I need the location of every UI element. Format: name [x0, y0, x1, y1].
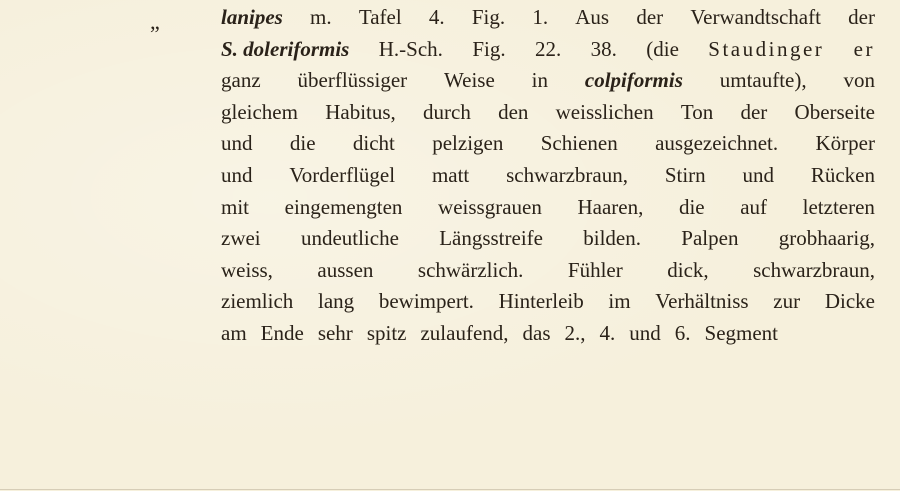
word: am [221, 320, 247, 345]
word: Ton [680, 99, 714, 124]
word: bewimpert. [378, 289, 474, 314]
word: Oberseite [794, 99, 875, 124]
word: in [531, 68, 549, 93]
word: von [843, 68, 875, 93]
word: Stirn [664, 162, 706, 187]
text-line [221, 128, 875, 160]
word: Haaren, [577, 194, 644, 219]
word: pelzigen [432, 131, 504, 156]
word: Ende [260, 320, 304, 345]
text-line [221, 34, 875, 66]
word: S. doleriformis [221, 36, 350, 61]
word: schwarzbraun, [506, 162, 628, 187]
word: weissgrauen [438, 194, 542, 219]
word: Aus [575, 5, 610, 29]
text-line [221, 65, 875, 97]
word: er [853, 36, 875, 61]
word: der [740, 99, 768, 124]
word: Schienen [540, 131, 618, 156]
word: Verwandtschaft [690, 5, 821, 29]
word: 38. [590, 36, 617, 61]
word: Körper [815, 131, 875, 156]
word: undeutliche [300, 226, 399, 251]
word: 2., [564, 320, 586, 345]
word: lang [318, 289, 355, 314]
word: (die [646, 36, 679, 61]
word: Rücken [810, 162, 875, 187]
word: 4. [428, 5, 445, 29]
word: und [629, 320, 661, 345]
text-line [221, 255, 875, 287]
word: lanipes [221, 5, 283, 29]
word: Dicke [824, 289, 875, 314]
word: dick, [667, 257, 709, 282]
word: den [498, 99, 529, 124]
word: 6. [674, 320, 691, 345]
word: weisslichen [555, 99, 654, 124]
word: Tafel [358, 5, 402, 29]
word: Staudinger [708, 36, 825, 61]
page-edge-line [0, 489, 900, 490]
word: ganz [221, 68, 261, 93]
word: im [608, 289, 631, 314]
word: überflüssiger [297, 68, 408, 93]
word: mit [221, 194, 250, 219]
word: spitz [366, 320, 407, 345]
word: matt [431, 162, 470, 187]
word: dicht [352, 131, 395, 156]
body-paragraph [221, 2, 875, 350]
text-line [221, 223, 875, 255]
word: Segment [704, 320, 779, 345]
word: Verhältniss [655, 289, 749, 314]
word: Habitus, [325, 99, 396, 124]
word: Hinterleib [498, 289, 584, 314]
word: Fühler [567, 257, 623, 282]
word: und [221, 131, 253, 156]
word: durch [423, 99, 471, 124]
word: Fig. [472, 36, 506, 61]
word: 4. [599, 320, 616, 345]
word: und [221, 162, 253, 187]
word: gleichem [221, 99, 298, 124]
word: ziemlich [221, 289, 294, 314]
word: 1. [532, 5, 549, 29]
word: und [742, 162, 774, 187]
word: ausgezeichnet. [655, 131, 779, 156]
word: zulaufend, [420, 320, 509, 345]
word: aussen [317, 257, 374, 282]
word: sehr [317, 320, 353, 345]
text-line [221, 318, 875, 350]
word: letzteren [802, 194, 875, 219]
word: der [848, 5, 875, 29]
quotation-mark: „ [150, 9, 160, 34]
word: zur [773, 289, 801, 314]
word: bilden. [583, 226, 642, 251]
word: der [636, 5, 664, 29]
text-line [221, 97, 875, 129]
word: umtaufte), [719, 68, 807, 93]
word: Fig. [471, 5, 506, 29]
word: die [678, 194, 705, 219]
word: grobhaarig, [778, 226, 875, 251]
word: schwarzbraun, [753, 257, 875, 282]
word: m. [310, 5, 332, 29]
text-line [221, 2, 875, 34]
text-line [221, 160, 875, 192]
word: 22. [534, 36, 562, 61]
text-line [221, 192, 875, 224]
word: die [289, 131, 316, 156]
word: H.-Sch. [378, 36, 443, 61]
word: Längsstreife [439, 226, 543, 251]
word: weiss, [221, 257, 273, 282]
word: Palpen [681, 226, 739, 251]
word: schwärzlich. [417, 257, 524, 282]
word: das [522, 320, 551, 345]
word: Weise [444, 68, 495, 93]
word: zwei [221, 226, 261, 251]
word: Vorderflügel [289, 162, 396, 187]
text-line [221, 286, 875, 318]
word: eingemengten [284, 194, 403, 219]
word: colpiformis [584, 68, 683, 93]
word: auf [740, 194, 768, 219]
